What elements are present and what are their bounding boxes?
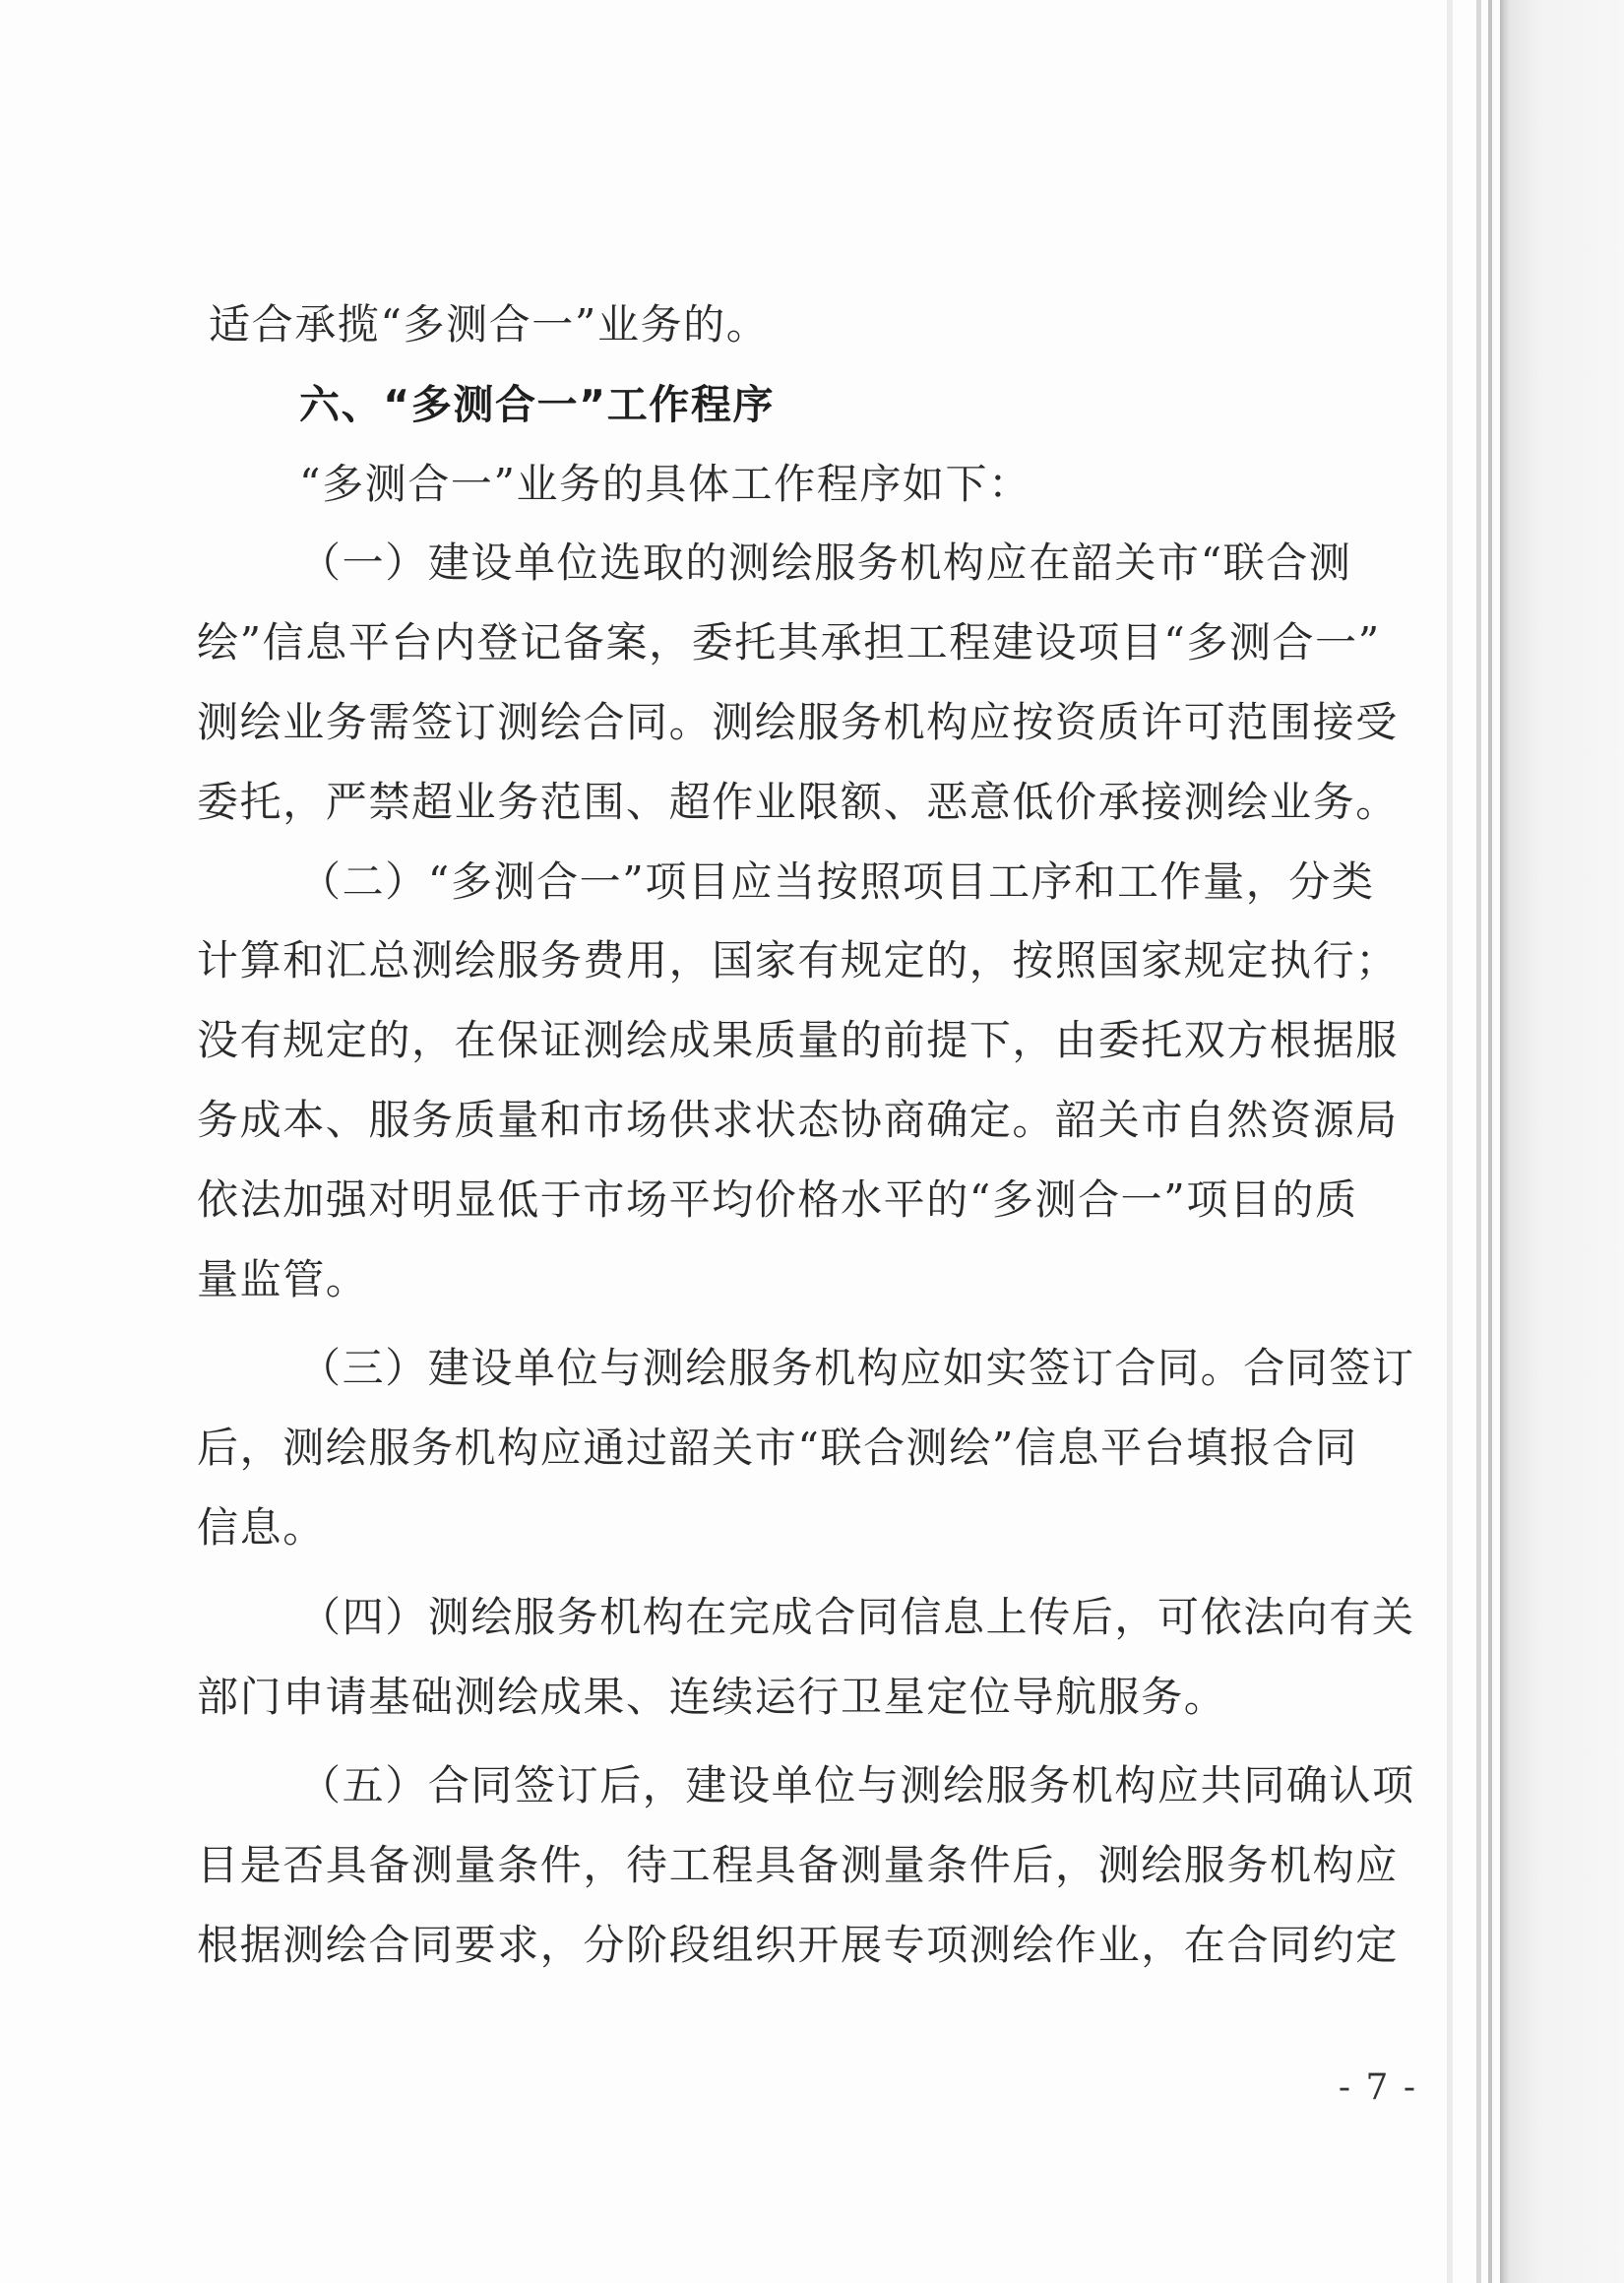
paragraph-line: 委托，严禁超业务范围、超作业限额、恶意低价承接测绘业务。 <box>197 777 1399 826</box>
paragraph-line: “多测合一”业务的具体工作程序如下： <box>299 459 1031 508</box>
paragraph-line: 依法加强对明显低于市场平均价格水平的“多测合一”项目的质 <box>197 1174 1358 1224</box>
section-heading: 六、“多测合一”工作程序 <box>299 380 776 428</box>
page-number: - 7 - <box>1338 2067 1417 2108</box>
paragraph-line: 计算和汇总测绘服务费用，国家有规定的，按照国家规定执行； <box>197 936 1399 985</box>
paragraph-line: 适合承揽“多测合一”业务的。 <box>209 300 770 349</box>
paragraph-line: （三）建设单位与测绘服务机构应如实签订合同。合同签订 <box>299 1344 1415 1393</box>
paragraph-line: 务成本、服务质量和市场供求状态协商确定。韶关市自然资源局 <box>197 1095 1399 1144</box>
paragraph-line: 后，测绘服务机构应通过韶关市“联合测绘”信息平台填报合同 <box>197 1424 1358 1473</box>
paragraph-line: （四）测绘服务机构在完成合同信息上传后，可依法向有关 <box>299 1592 1415 1641</box>
paragraph-line: （一）建设单位选取的测绘服务机构应在韶关市“联合测 <box>299 539 1352 588</box>
scan-edge-shadow <box>1488 0 1492 2283</box>
paragraph-line: （五）合同签订后，建设单位与测绘服务机构应共同确认项 <box>299 1761 1415 1810</box>
paragraph-line: 部门申请基础测绘成果、连续运行卫星定位导航服务。 <box>197 1672 1227 1721</box>
paragraph-line: 根据测绘合同要求，分阶段组织开展专项测绘作业，在合同约定 <box>197 1920 1399 1969</box>
paragraph-line: 量监管。 <box>197 1254 369 1303</box>
paragraph-line: （二）“多测合一”项目应当按照项目工序和工作量，分类 <box>299 856 1375 906</box>
scan-edge-shadow <box>1500 0 1624 2283</box>
paragraph-line: 信息。 <box>197 1502 326 1552</box>
paragraph-line: 目是否具备测量条件，待工程具备测量条件后，测绘服务机构应 <box>197 1841 1399 1890</box>
scan-edge-shadow <box>1447 0 1453 2283</box>
paragraph-line: 没有规定的，在保证测绘成果质量的前提下，由委托双方根据服 <box>197 1016 1399 1065</box>
scan-edge-shadow <box>1476 0 1481 2283</box>
paragraph-gap <box>197 1737 1417 1746</box>
paragraph-line: 测绘业务需签订测绘合同。测绘服务机构应按资质许可范围接受 <box>197 697 1399 746</box>
paragraph-gap <box>197 1319 1417 1329</box>
paragraph-line: 绘”信息平台内登记备案，委托其承担工程建设项目“多测合一” <box>197 618 1381 667</box>
paragraph-gap <box>197 1568 1417 1578</box>
document-body <box>197 285 1417 1986</box>
